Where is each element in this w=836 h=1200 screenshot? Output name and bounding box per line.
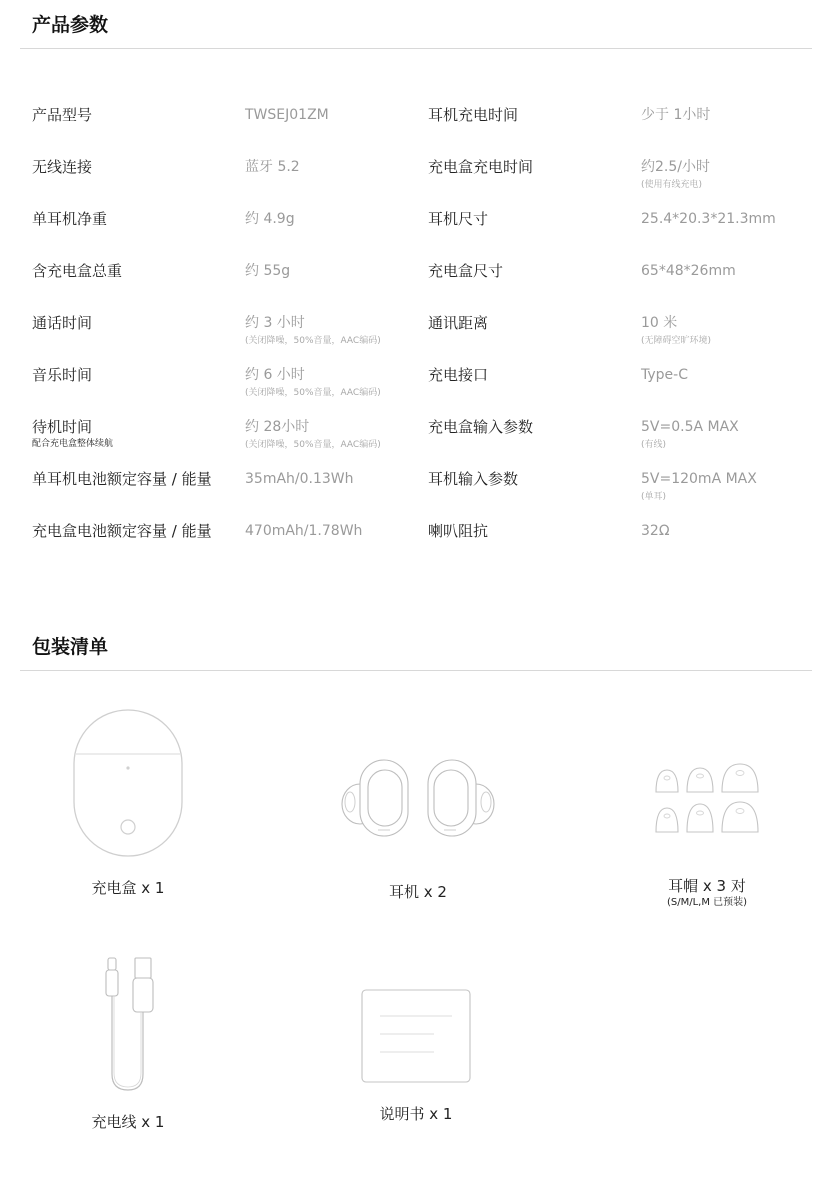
spec-value-text: 65*48*26mm <box>641 263 736 279</box>
spec-value <box>641 262 736 280</box>
spec-value-note: (有线) <box>641 440 667 450</box>
spec-label-text: 含充电盒总重 <box>32 262 123 280</box>
specs-section-title: 产品参数 <box>32 14 109 36</box>
spec-row <box>0 522 836 574</box>
spec-label <box>428 418 533 436</box>
package-item-label: 耳帽 x 3 对 <box>668 877 746 895</box>
spec-label-note: 配合充电盒整体续航 <box>32 439 114 449</box>
spec-label-text: 单耳机净重 <box>32 210 108 228</box>
spec-value-text: 约 3 小时 <box>245 315 305 331</box>
spec-value-note: (关闭降噪，50%音量，AAC编码) <box>245 336 381 346</box>
spec-value-text: 32Ω <box>641 523 670 539</box>
charging-case-icon <box>72 708 184 860</box>
spec-label-text: 产品型号 <box>32 106 93 124</box>
spec-value <box>245 262 290 280</box>
spec-label <box>32 418 113 450</box>
spec-value-text: 10 米 <box>641 315 678 331</box>
spec-value-text: 约 55g <box>245 263 291 279</box>
package-item-manual <box>341 988 491 1124</box>
spec-label-text: 充电盒输入参数 <box>428 418 534 436</box>
spec-label <box>32 366 92 384</box>
spec-label <box>428 470 518 488</box>
spec-label <box>32 158 92 176</box>
spec-value-text: 约 4.9g <box>245 211 295 227</box>
earbuds-icon <box>338 758 498 838</box>
spec-value-note: (无障碍空旷环境) <box>641 336 712 346</box>
spec-row <box>0 262 836 314</box>
spec-value-text: 少于 1小时 <box>641 107 711 123</box>
spec-value <box>245 522 362 540</box>
spec-value-text: 35mAh/0.13Wh <box>245 471 354 487</box>
spec-value <box>245 314 381 347</box>
spec-value <box>245 470 354 488</box>
spec-label <box>428 314 488 332</box>
charging-cable-icon <box>93 956 163 1094</box>
spec-value <box>245 418 381 451</box>
package-item-charging-cable <box>58 956 198 1132</box>
spec-row <box>0 418 836 470</box>
spec-value-text: TWSEJ01ZM <box>245 107 329 123</box>
spec-value <box>641 210 776 228</box>
spec-value-note: (关闭降噪，50%音量，AAC编码) <box>245 440 381 450</box>
spec-label-text: 充电盒电池额定容量 / 能量 <box>32 522 212 540</box>
spec-value-text: 蓝牙 5.2 <box>245 159 300 175</box>
spec-row <box>0 470 836 522</box>
spec-row <box>0 314 836 366</box>
spec-label-text: 充电盒充电时间 <box>428 158 534 176</box>
spec-label-text: 待机时间 <box>32 418 93 436</box>
package-item-charging-case <box>58 708 198 898</box>
spec-label-text: 音乐时间 <box>32 366 93 384</box>
spec-label-text: 耳机输入参数 <box>428 470 519 488</box>
spec-label <box>428 366 488 384</box>
spec-value-note: (单耳) <box>641 492 667 502</box>
spec-value-text: Type-C <box>641 367 688 383</box>
spec-value-text: 约2.5/小时 <box>641 159 710 175</box>
spec-value-text: 约 28小时 <box>245 419 310 435</box>
spec-row <box>0 158 836 210</box>
spec-label-text: 充电盒尺寸 <box>428 262 504 280</box>
specs-divider <box>20 48 812 49</box>
spec-value <box>641 106 710 124</box>
spec-value <box>245 106 329 124</box>
spec-value-text: 25.4*20.3*21.3mm <box>641 211 776 227</box>
ear-tips-icon <box>652 762 762 836</box>
spec-row <box>0 106 836 158</box>
spec-label-text: 通讯距离 <box>428 314 489 332</box>
spec-value-text: 5V=0.5A MAX <box>641 419 739 435</box>
package-item-note: (S/M/L,M 已预装) <box>666 897 748 908</box>
package-section-title: 包装清单 <box>32 636 109 658</box>
spec-label <box>32 522 212 540</box>
spec-label-text: 充电接口 <box>428 366 489 384</box>
spec-value <box>641 314 711 347</box>
spec-label-text: 喇叭阻抗 <box>428 522 489 540</box>
manual-icon <box>360 988 472 1084</box>
package-item-label: 耳机 x 2 <box>389 883 447 901</box>
spec-label-text: 通话时间 <box>32 314 93 332</box>
spec-value <box>245 158 300 176</box>
spec-value-note: (使用有线充电) <box>641 180 703 190</box>
spec-value-text: 470mAh/1.78Wh <box>245 523 363 539</box>
spec-label-text: 耳机尺寸 <box>428 210 489 228</box>
spec-label <box>428 522 488 540</box>
package-item-label: 充电盒 x 1 <box>91 879 165 897</box>
spec-label-text: 耳机充电时间 <box>428 106 519 124</box>
spec-value-text: 约 6 小时 <box>245 367 305 383</box>
spec-value <box>245 366 381 399</box>
spec-label <box>32 210 107 228</box>
spec-value <box>641 366 688 384</box>
spec-value <box>641 522 670 540</box>
spec-value <box>641 158 710 191</box>
package-item-label: 说明书 x 1 <box>379 1105 453 1123</box>
spec-label-text: 无线连接 <box>32 158 93 176</box>
spec-label <box>428 262 503 280</box>
spec-label <box>32 262 122 280</box>
spec-value <box>641 418 739 451</box>
spec-value <box>245 210 295 228</box>
spec-label <box>428 106 518 124</box>
spec-label <box>32 106 92 124</box>
package-divider <box>20 670 812 671</box>
package-item-earbuds <box>338 758 498 902</box>
spec-label-text: 单耳机电池额定容量 / 能量 <box>32 470 212 488</box>
spec-value-text: 5V=120mA MAX <box>641 471 757 487</box>
package-item-label: 充电线 x 1 <box>91 1113 165 1131</box>
spec-label <box>32 470 212 488</box>
spec-row <box>0 210 836 262</box>
spec-value <box>641 470 757 503</box>
package-item-ear-tips <box>632 762 782 910</box>
spec-value-note: (关闭降噪，50%音量，AAC编码) <box>245 388 381 398</box>
spec-label <box>32 314 92 332</box>
spec-row <box>0 366 836 418</box>
spec-label <box>428 158 533 176</box>
spec-label <box>428 210 488 228</box>
